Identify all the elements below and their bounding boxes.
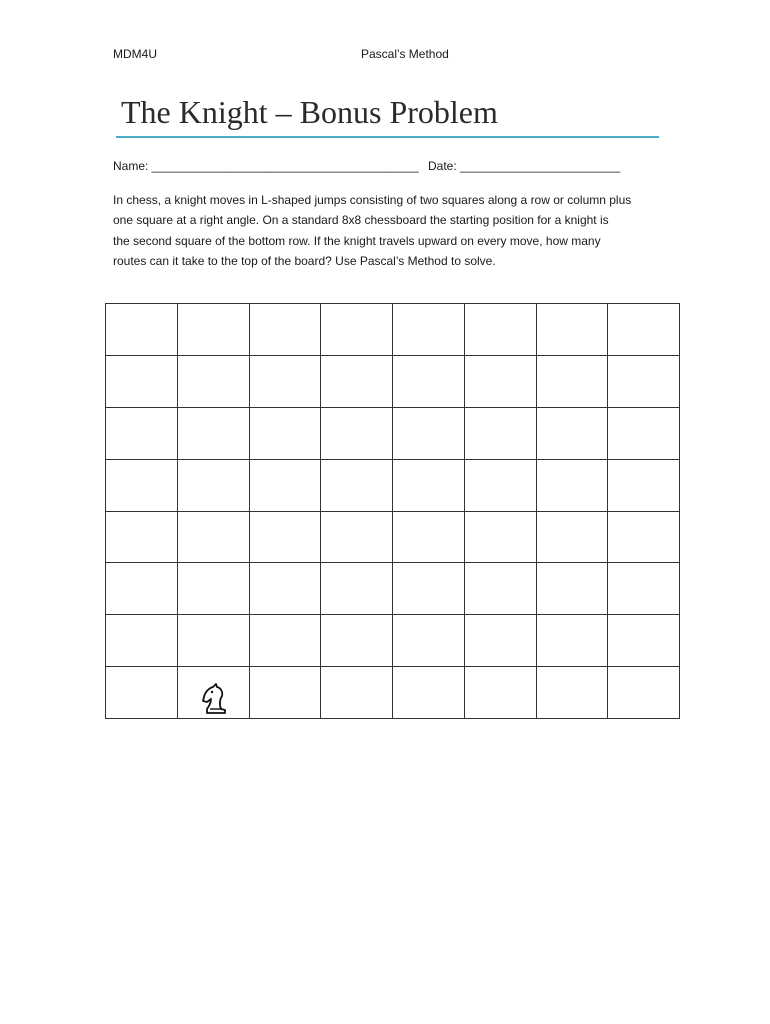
board-square[interactable] [537, 615, 609, 667]
problem-line: In chess, a knight moves in L-shaped jumps consisting of two squares along a row or column plus [113, 193, 632, 207]
board-square[interactable] [178, 615, 250, 667]
board-square[interactable] [178, 667, 250, 719]
board-square[interactable] [321, 667, 393, 719]
problem-line: one square at a right angle. On a standard 8x8 chessboard the starting position for a knight is [113, 213, 609, 228]
title-underline [116, 136, 659, 138]
name-field[interactable]: Name: ________________________________________ [113, 159, 419, 173]
board-square[interactable] [393, 563, 465, 615]
board-square[interactable] [537, 408, 609, 460]
board-square[interactable] [537, 356, 609, 408]
date-field[interactable]: Date: ________________________ [427, 159, 621, 173]
board-square[interactable] [465, 667, 537, 719]
board-square[interactable] [178, 304, 250, 356]
board-square[interactable] [250, 563, 322, 615]
page-title: The Knight – Bonus Problem [121, 94, 498, 130]
board-square[interactable] [465, 408, 537, 460]
board-square[interactable] [178, 563, 250, 615]
problem-text [113, 190, 673, 271]
board-square[interactable] [321, 615, 393, 667]
board-square[interactable] [393, 460, 465, 512]
board-square[interactable] [106, 615, 178, 667]
board-square[interactable] [393, 512, 465, 564]
board-square[interactable] [465, 304, 537, 356]
board-square[interactable] [608, 460, 680, 512]
board-square[interactable] [465, 615, 537, 667]
board-square[interactable] [178, 356, 250, 408]
board-square[interactable] [537, 460, 609, 512]
board-square[interactable] [106, 408, 178, 460]
board-square[interactable] [465, 460, 537, 512]
board-square[interactable] [465, 356, 537, 408]
board-square[interactable] [106, 667, 178, 719]
board-square[interactable] [250, 667, 322, 719]
board-square[interactable] [608, 356, 680, 408]
board-square[interactable] [393, 615, 465, 667]
board-square[interactable] [321, 563, 393, 615]
board-square[interactable] [537, 667, 609, 719]
board-square[interactable] [465, 563, 537, 615]
board-square[interactable] [321, 304, 393, 356]
board-square[interactable] [106, 356, 178, 408]
board-square[interactable] [321, 356, 393, 408]
board-square[interactable] [608, 615, 680, 667]
board-square[interactable] [250, 356, 322, 408]
board-square[interactable] [608, 304, 680, 356]
board-square[interactable] [608, 408, 680, 460]
knight-icon [198, 682, 230, 716]
header-course: MDM4U [113, 47, 157, 61]
board-square[interactable] [106, 460, 178, 512]
board-square[interactable] [321, 460, 393, 512]
board-square[interactable] [321, 408, 393, 460]
board-square[interactable] [608, 563, 680, 615]
board-square[interactable] [393, 356, 465, 408]
board-square[interactable] [537, 563, 609, 615]
board-square[interactable] [608, 667, 680, 719]
chessboard-grid [105, 303, 680, 719]
board-square[interactable] [106, 563, 178, 615]
header-topic: Pascal’s Method [361, 47, 449, 61]
board-square[interactable] [106, 304, 178, 356]
board-square[interactable] [608, 512, 680, 564]
board-square[interactable] [393, 408, 465, 460]
board-square[interactable] [178, 460, 250, 512]
problem-line: routes can it take to the top of the board? Use Pascal’s Method to solve. [113, 253, 496, 268]
board-square[interactable] [178, 408, 250, 460]
board-square[interactable] [250, 460, 322, 512]
board-square[interactable] [393, 304, 465, 356]
board-square[interactable] [106, 512, 178, 564]
board-square[interactable] [250, 304, 322, 356]
board-square[interactable] [178, 512, 250, 564]
board-square[interactable] [393, 667, 465, 719]
board-square[interactable] [250, 408, 322, 460]
board-square[interactable] [537, 512, 609, 564]
name-date-line [113, 159, 620, 173]
board-square[interactable] [250, 615, 322, 667]
problem-line: the second square of the bottom row. If the knight travels upward on every move, how many [113, 233, 601, 248]
board-square[interactable] [465, 512, 537, 564]
board-square[interactable] [250, 512, 322, 564]
board-square[interactable] [321, 512, 393, 564]
board-square[interactable] [537, 304, 609, 356]
